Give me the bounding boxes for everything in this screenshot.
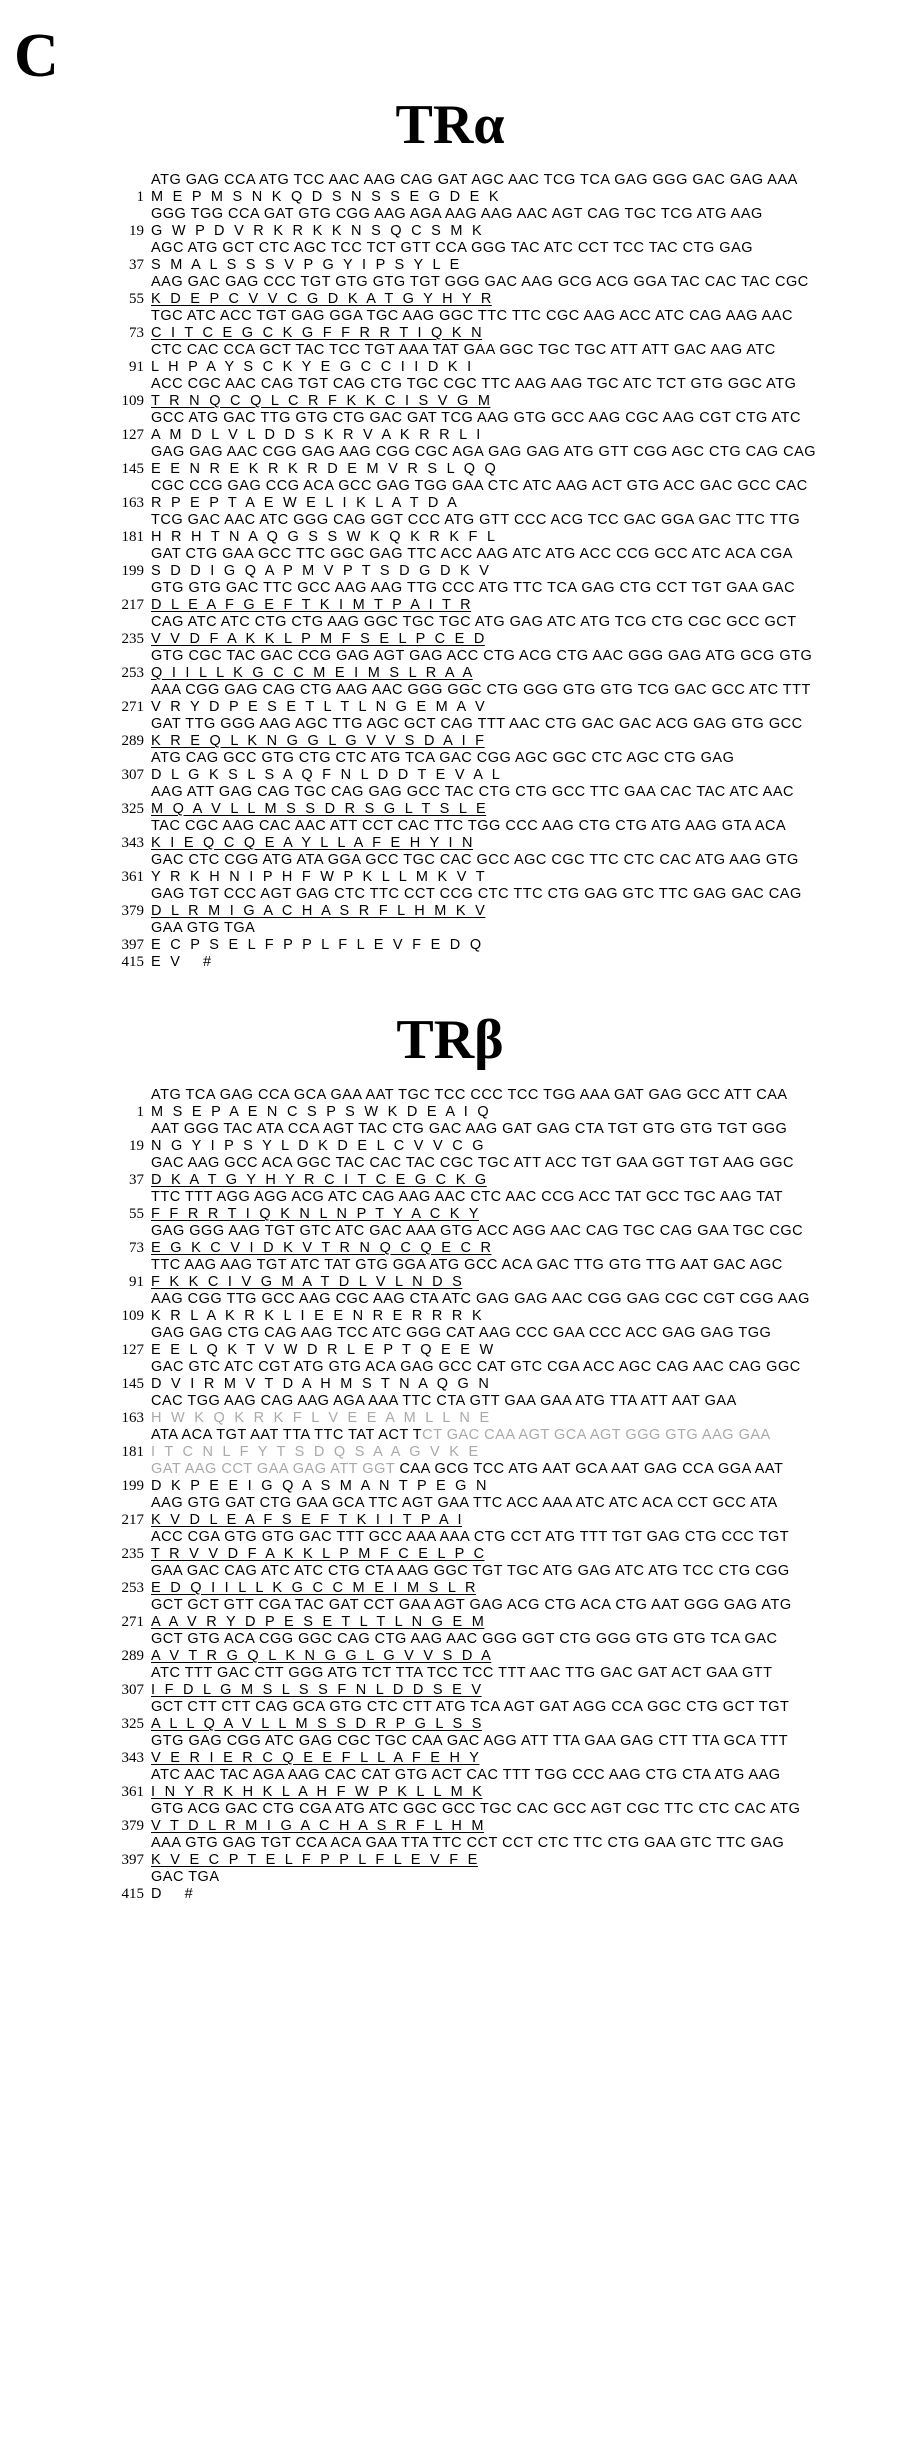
aminoacid-sequence: E V # [151,954,212,970]
aminoacid-sequence: E E L Q K T V W D R L E P T Q E E W [151,1342,494,1358]
codon-sequence: TTC TTT AGG AGG ACG ATC CAG AAG AAC CTC AAC CCG ACC TAT GCC TGC AAG TAT [151,1189,783,1205]
aminoacid-row [105,665,795,682]
residue-number: 253 [121,1580,144,1596]
nucleotide-row [105,172,798,189]
aminoacid-sequence: K V E C P T E L F P P L F L E V F E [151,1852,478,1868]
codon-sequence: ATA ACA TGT AAT TTA TTC TAT ACT TCT GAC CAA AGT GCA AGT GGG GTG AAG GAA [151,1427,771,1443]
nucleotide-row [105,1563,795,1580]
nucleotide-row [105,240,795,257]
residue-number: 199 [121,563,144,579]
nucleotide-row [105,1733,795,1750]
codon-sequence: AAG ATT GAG CAG TGC CAG GAG GCC TAC CTG CTG GCC TTC GAA CAC TAC ATC AAC [151,784,794,800]
aminoacid-sequence: D V I R M V T D A H M S T N A Q G N [151,1376,490,1392]
codon-sequence: GTG GAG CGG ATC GAG CGC TGC CAA GAC AGG ATT TTA GAA GAG CTT TTA GCA TTT [151,1733,789,1749]
residue-number: 307 [121,1682,144,1698]
nucleotide-row [105,342,795,359]
aminoacid-row [105,1546,795,1563]
nucleotide-row [105,1189,795,1206]
codon-sequence: TGC ATC ACC TGT GAG GGA TGC AAG GGC TTC TTC CGC AAG ACC ATC CAG AAG AAC [151,308,793,324]
residue-number: 379 [121,903,144,919]
residue-number: 109 [121,1308,144,1324]
codon-sequence: GAC CTC CGG ATG ATA GGA GCC TGC CAC GCC AGC CGC TTC CTC CAC ATG AAG GTG [151,852,799,868]
aminoacid-sequence: T R N Q C Q L C R F K K C I S V G M [151,393,491,409]
residue-number: 1 [136,1104,144,1120]
nucleotide-row [105,886,802,903]
codon-sequence: AAT GGG TAC ATA CCA AGT TAC CTG GAC AAG GAT GAG CTA TGT GTG GTG TGT GGG [151,1121,788,1137]
nucleotide-row [105,1121,795,1138]
residue-number: 361 [121,869,144,885]
aminoacid-sequence: E C P S E L F P P L F L E V F E D Q [151,937,482,953]
nucleotide-row [105,206,795,223]
aminoacid-row [105,1274,795,1291]
nucleotide-row [105,1427,795,1444]
codon-sequence: TCG GAC AAC ATC GGG CAG GGT CCC ATG GTT CCC ACG TCC GAC GGA GAC TTC TTG [151,512,801,528]
codon-sequence: ATC TTT GAC CTT GGG ATG TCT TTA TCC TCC TTT AAC TTG GAC GAT ACT GAA GTT [151,1665,773,1681]
residue-number: 163 [121,1410,144,1426]
aminoacid-row [105,257,795,274]
aminoacid-sequence: T R V V D F A K K L P M F C E L P C [151,1546,485,1562]
aminoacid-sequence: S D D I G Q A P M V P T S D G D K V [151,563,490,579]
codon-sequence: GAT CTG GAA GCC TTC GGC GAG TTC ACC AAG ATC ATG ACC CCG GCC ATC ACA CGA [151,546,793,562]
nucleotide-row [105,852,799,869]
aminoacid-sequence: K R L A K R K L I E E N R E R R R K [151,1308,483,1324]
residue-number: 55 [129,1206,144,1222]
codon-sequence: GCT CTT CTT CAG GCA GTG CTC CTT ATG TCA AGT GAT AGG CCA GGC CTG GCT TGT [151,1699,790,1715]
nucleotide-row [105,308,795,325]
aminoacid-row [105,1342,795,1359]
codon-sequence: AGC ATG GCT CTC AGC TCC TCT GTT CCA GGG TAC ATC CCT TCC TAC CTG GAG [151,240,754,256]
codon-sequence: GTG CGC TAC GAC CCG GAG AGT GAG ACC CTG ACG CTG AAC GGG GAG ATG GCG GTG [151,648,813,664]
aminoacid-sequence: V V D F A K K L P M F S E L P C E D [151,631,485,647]
residue-number: 343 [121,835,144,851]
residue-number: 163 [121,495,144,511]
nucleotide-row [105,1223,804,1240]
nucleotide-row [105,478,808,495]
nucleotide-row [105,1325,795,1342]
aminoacid-sequence: K R E Q L K N G G L G V V S D A I F [151,733,485,749]
residue-number: 415 [121,1886,144,1902]
nucleotide-row [105,1495,795,1512]
aminoacid-row [105,495,795,512]
nucleotide-row [105,410,801,427]
nucleotide-row [105,274,809,291]
nucleotide-row [105,1801,801,1818]
nucleotide-row [105,1529,795,1546]
residue-number: 37 [129,257,144,273]
aminoacid-sequence: K V D L E A F S E F T K I I T P A I [151,1512,463,1528]
aminoacid-row [105,1206,795,1223]
codon-sequence: ATC AAC TAC AGA AAG CAC CAT GTG ACT CAC TTT TGG CCC AAG CTG CTA ATG AAG [151,1767,781,1783]
nucleotide-row [105,614,795,631]
aminoacid-sequence: K D E P C V V C G D K A T G Y H Y R [151,291,492,307]
codon-sequence: AAA CGG GAG CAG CTG AAG AAC GGG GGC CTG GGG GTG GTG TCG GAC GCC ATC TTT [151,682,811,698]
residue-number: 271 [121,1614,144,1630]
nucleotide-row [105,1699,795,1716]
aminoacid-row [105,563,795,580]
aminoacid-row [105,1682,795,1699]
residue-number: 379 [121,1818,144,1834]
nucleotide-row [105,1087,795,1104]
codon-sequence: AAG GAC GAG CCC TGT GTG GTG TGT GGG GAC AAG GCG ACG GGA TAC CAC TAC CGC [151,274,809,290]
sequence-block-tr-beta [105,1087,810,1903]
residue-number: 91 [129,359,144,375]
residue-number: 235 [121,1546,144,1562]
nucleotide-row [105,1155,795,1172]
aminoacid-row [105,1886,795,1903]
aminoacid-row [105,529,795,546]
aminoacid-row [105,1308,795,1325]
aminoacid-row [105,1852,795,1869]
nucleotide-row [105,784,795,801]
codon-sequence: GCC ATG GAC TTG GTG CTG GAC GAT TCG AAG GTG GCC AAG CGC AAG CGT CTG ATC [151,410,801,426]
residue-number: 415 [121,954,144,970]
aminoacid-row [105,1444,795,1461]
aminoacid-row [105,1478,795,1495]
codon-sequence: GAT TTG GGG AAG AGC TTG AGC GCT CAG TTT AAC CTG GAC GAC ACG GAG GTG GCC [151,716,803,732]
nucleotide-row [105,376,795,393]
residue-number: 145 [121,1376,144,1392]
codon-sequence: GGG TGG CCA GAT GTG CGG AAG AGA AAG AAG AAC AGT CAG TGC TCG ATG AAG [151,206,763,222]
codon-sequence: ATG GAG CCA ATG TCC AAC AAG CAG GAT AGC AAC TCG TCA GAG GGG GAC GAG AAA [151,172,798,188]
aminoacid-sequence: C I T C E G C K G F F R R T I Q K N [151,325,483,341]
aminoacid-row [105,1104,795,1121]
codon-sequence: AAA GTG GAG TGT CCA ACA GAA TTA TTC CCT CCT CTC TTC CTG GAA GTC TTC GAG [151,1835,785,1851]
aminoacid-row [105,835,795,852]
codon-sequence: GAG GAG AAC CGG GAG AAG CGG CGC AGA GAG GAG ATG GTT CGG AGC CTG CAG CAG [151,444,817,460]
aminoacid-sequence: M S E P A E N C S P S W K D E A I Q [151,1104,490,1120]
aminoacid-row [105,1580,795,1597]
aminoacid-sequence: V E R I E R C Q E E F L L A F E H Y [151,1750,480,1766]
residue-number: 1 [136,189,144,205]
aminoacid-row [105,1410,795,1427]
codon-sequence: GAG GAG CTG CAG AAG TCC ATC GGG CAT AAG CCC GAA CCC ACC GAG GAG TGG [151,1325,772,1341]
codon-sequence: AAG GTG GAT CTG GAA GCA TTC AGT GAA TTC ACC AAA ATC ATC ACA CCT GCC ATA [151,1495,778,1511]
aminoacid-sequence: V R Y D P E S E T L T L N G E M A V [151,699,486,715]
aminoacid-sequence: M E P M S N K Q D S N S S E G D E K [151,189,500,205]
residue-number: 271 [121,699,144,715]
aminoacid-sequence: F K K C I V G M A T D L V L N D S [151,1274,463,1290]
aminoacid-row [105,291,795,308]
codon-sequence: GAG GGG AAG TGT GTC ATC GAC AAA GTG ACC AGG AAC CAG TGC CAG GAA TGC CGC [151,1223,804,1239]
codon-sequence: GAC GTC ATC CGT ATG GTG ACA GAG GCC CAT GTC CGA ACC AGC CAG AAC CAG GGC [151,1359,801,1375]
residue-number: 145 [121,461,144,477]
residue-number: 37 [129,1172,144,1188]
aminoacid-row [105,903,795,920]
residue-number: 55 [129,291,144,307]
residue-number: 181 [121,1444,144,1460]
residue-number: 253 [121,665,144,681]
aminoacid-sequence: E G K C V I D K V T R N Q C Q E C R [151,1240,492,1256]
nucleotide-row [105,716,803,733]
aminoacid-row [105,767,795,784]
residue-number: 289 [121,733,144,749]
residue-number: 289 [121,1648,144,1664]
aminoacid-sequence: D L E A F G E F T K I M T P A I T R [151,597,472,613]
residue-number: 109 [121,393,144,409]
aminoacid-sequence: H R H T N A Q G S S W K Q K R K F L [151,529,496,545]
codon-sequence: GAT AAG CCT GAA GAG ATT GGT CAA GCG TCC ATG AAT GCA AAT GAG CCA GGA AAT [151,1461,784,1477]
nucleotide-row [105,546,795,563]
aminoacid-sequence: D L G K S L S A Q F N L D D T E V A L [151,767,501,783]
aminoacid-row [105,223,795,240]
aminoacid-sequence: H W K Q K R K F L V E E A M L L N E [151,1410,490,1426]
aminoacid-row [105,189,795,206]
aminoacid-sequence: D K A T G Y H Y R C I T C E G C K G [151,1172,487,1188]
aminoacid-row [105,1172,795,1189]
nucleotide-row [105,750,795,767]
codon-sequence: GTG ACG GAC CTG CGA ATG ATC GGC GCC TGC CAC GCC AGT CGC TTC CTC CAC ATG [151,1801,801,1817]
codon-sequence: ACC CGA GTG GTG GAC TTT GCC AAA AAA CTG CCT ATG TTT TGT GAG CTG CCC TGT [151,1529,790,1545]
nucleotide-row [105,1767,795,1784]
nucleotide-row [105,580,795,597]
residue-number: 235 [121,631,144,647]
aminoacid-row [105,733,795,750]
residue-number: 325 [121,801,144,817]
nucleotide-row [105,682,811,699]
aminoacid-sequence: R P E P T A E W E L I K L A T D A [151,495,458,511]
codon-sequence: ATG CAG GCC GTG CTG CTC ATG TCA GAC CGG AGC GGC CTC AGC CTG GAG [151,750,735,766]
aminoacid-sequence: E E N R E K R K R D E M V R S L Q Q [151,461,497,477]
residue-number: 217 [121,1512,144,1528]
nucleotide-row [105,1665,795,1682]
codon-sequence: CGC CCG GAG CCG ACA GCC GAG TGG GAA CTC ATC AAG ACT GTG ACC GAC GCC CAC [151,478,808,494]
aminoacid-row [105,325,795,342]
residue-number: 73 [129,1240,144,1256]
codon-sequence: GAG TGT CCC AGT GAG CTC TTC CCT CCG CTC TTC CTG GAG GTC TTC GAG GAC CAG [151,886,802,902]
residue-number: 397 [121,937,144,953]
aminoacid-sequence: D # [151,1886,194,1902]
aminoacid-sequence: A L L Q A V L L M S S D R P G L S S [151,1716,482,1732]
nucleotide-row [105,920,795,937]
aminoacid-row [105,1818,795,1835]
sequence-block-tr-alpha [105,172,817,971]
aminoacid-row [105,597,795,614]
aminoacid-sequence: N G Y I P S Y L D K D E L C V V C G [151,1138,485,1154]
aminoacid-row [105,699,795,716]
aminoacid-sequence: V T D L R M I G A C H A S R F L H M [151,1818,484,1834]
aminoacid-row [105,801,795,818]
aminoacid-row [105,461,795,478]
aminoacid-sequence: I N Y R K H K L A H F W P K L L M K [151,1784,483,1800]
codon-sequence: GCT GCT GTT CGA TAC GAT CCT GAA AGT GAG ACG CTG ACA CTG AAT GGG GAG ATG [151,1597,792,1613]
aminoacid-sequence: A A V R Y D P E S E T L T L N G E M [151,1614,485,1630]
aminoacid-row [105,631,795,648]
residue-number: 199 [121,1478,144,1494]
nucleotide-row [105,1597,795,1614]
nucleotide-row [105,1291,810,1308]
aminoacid-sequence: M Q A V L L M S S D R S G L T S L E [151,801,487,817]
aminoacid-row [105,869,795,886]
residue-number: 361 [121,1784,144,1800]
codon-sequence: GAC TGA [151,1869,220,1885]
aminoacid-sequence: K I E Q C Q E A Y L L A F E H Y I N [151,835,474,851]
aminoacid-row [105,1240,795,1257]
residue-number: 343 [121,1750,144,1766]
nucleotide-row [105,1359,801,1376]
nucleotide-row [105,1393,795,1410]
aminoacid-sequence: Y R K H N I P H F W P K L L M K V T [151,869,486,885]
gene-title-tr-alpha: TRα [395,94,505,156]
nucleotide-row [105,1257,795,1274]
aminoacid-row [105,1648,795,1665]
aminoacid-sequence: G W P D V R K R K K N S Q C S M K [151,223,483,239]
codon-sequence: AAG CGG TTG GCC AAG CGC AAG CTA ATC GAG GAG AAC CGG GAG CGC CGT CGG AAG [151,1291,810,1307]
residue-number: 397 [121,1852,144,1868]
codon-sequence: CAG ATC ATC CTG CTG AAG GGC TGC TGC ATG GAG ATC ATG TCG CTG CGC GCC GCT [151,614,797,630]
residue-number: 91 [129,1274,144,1290]
aminoacid-row [105,1784,795,1801]
nucleotide-row [105,1461,795,1478]
aminoacid-row [105,937,795,954]
aminoacid-sequence: E D Q I I L L K G C C M E I M S L R [151,1580,476,1596]
residue-number: 127 [121,427,144,443]
residue-number: 73 [129,325,144,341]
residue-number: 307 [121,767,144,783]
aminoacid-sequence: S M A L S S S V P G Y I P S Y L E [151,257,460,273]
panel-letter: C [14,22,59,90]
aminoacid-row [105,1716,795,1733]
aminoacid-row [105,427,795,444]
codon-sequence: GAA GTG TGA [151,920,256,936]
nucleotide-row [105,648,813,665]
codon-sequence: CAC TGG AAG CAG AAG AGA AAA TTC CTA GTT GAA GAA ATG TTA ATT AAT GAA [151,1393,737,1409]
aminoacid-sequence: D L R M I G A C H A S R F L H M K V [151,903,486,919]
nucleotide-row [105,1631,795,1648]
nucleotide-row [105,1835,795,1852]
aminoacid-row [105,359,795,376]
aminoacid-sequence: I T C N L F Y T S D Q S A A G V K E [151,1444,479,1460]
aminoacid-row [105,1614,795,1631]
codon-sequence: GCT GTG ACA CGG GGC CAG CTG AAG AAC GGG GGT CTG GGG GTG GTG TCA GAC [151,1631,778,1647]
aminoacid-sequence: I F D L G M S L S S F N L D D S E V [151,1682,482,1698]
aminoacid-sequence: D K P E E I G Q A S M A N T P E G N [151,1478,487,1494]
aminoacid-row [105,954,795,971]
residue-number: 217 [121,597,144,613]
codon-sequence: ATG TCA GAG CCA GCA GAA AAT TGC TCC CCC TCC TGG AAA GAT GAG GCC ATT CAA [151,1087,788,1103]
residue-number: 19 [129,1138,144,1154]
aminoacid-sequence: A V T R G Q L K N G G L G V V S D A [151,1648,492,1664]
residue-number: 127 [121,1342,144,1358]
nucleotide-row [105,818,795,835]
codon-sequence: TAC CGC AAG CAC AAC ATT CCT CAC TTC TGG CCC AAG CTG CTG ATG AAG GTA ACA [151,818,787,834]
gene-title-tr-beta: TRβ [396,1009,504,1071]
codon-sequence: CTC CAC CCA GCT TAC TCC TGT AAA TAT GAA GGC TGC TGC ATT ATT GAC AAG ATC [151,342,776,358]
residue-number: 181 [121,529,144,545]
aminoacid-row [105,393,795,410]
codon-sequence: TTC AAG AAG TGT ATC TAT GTG GGA ATG GCC ACA GAC TTG GTG TTG AAT GAC AGC [151,1257,783,1273]
aminoacid-row [105,1376,795,1393]
aminoacid-sequence: L H P A Y S C K Y E G C C I I D K I [151,359,472,375]
codon-sequence: GAA GAC CAG ATC ATC CTG CTA AAG GGC TGT TGC ATG GAG ATC ATG TCC CTG CGG [151,1563,790,1579]
codon-sequence: GTG GTG GAC TTC GCC AAG AAG TTG CCC ATG TTC TCA GAG CTG CCT TGT GAA GAC [151,580,796,596]
codon-sequence: GAC AAG GCC ACA GGC TAC CAC TAC CGC TGC ATT ACC TGT GAA GGT TGT AAG GGC [151,1155,795,1171]
aminoacid-row [105,1750,795,1767]
residue-number: 325 [121,1716,144,1732]
aminoacid-sequence: A M D L V L D D S K R V A K R R L I [151,427,481,443]
codon-sequence: ACC CGC AAC CAG TGT CAG CTG TGC CGC TTC AAG AAG TGC ATC TCT GTG GGC ATG [151,376,797,392]
aminoacid-sequence: F F R R T I Q K N L N P T Y A C K Y [151,1206,479,1222]
nucleotide-row [105,512,801,529]
residue-number: 19 [129,223,144,239]
nucleotide-row [105,444,817,461]
aminoacid-row [105,1512,795,1529]
aminoacid-row [105,1138,795,1155]
nucleotide-row [105,1869,795,1886]
aminoacid-sequence: Q I I L L K G C C M E I M S L R A A [151,665,473,681]
